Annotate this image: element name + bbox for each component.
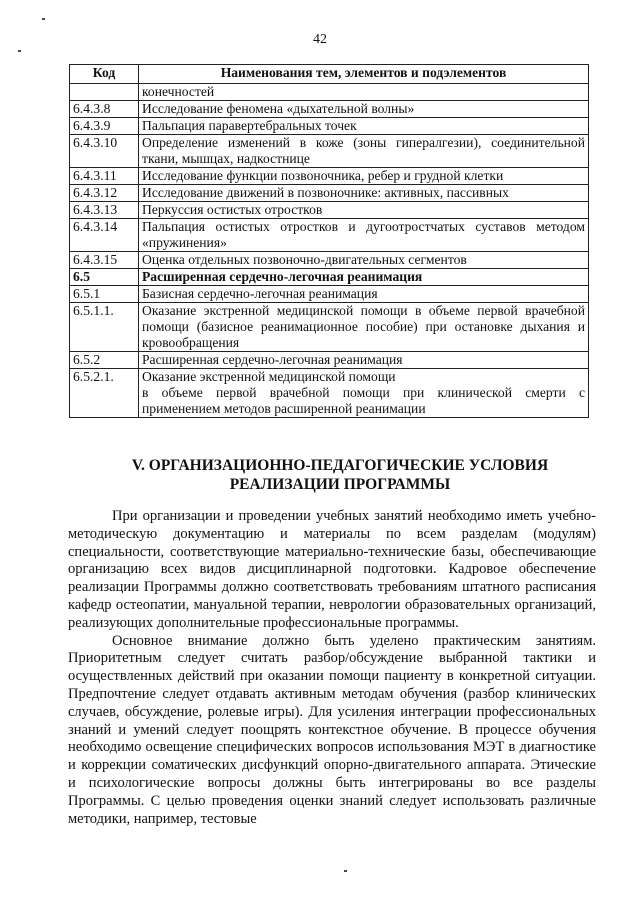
table-row <box>70 303 589 352</box>
page-number: 42 <box>313 32 327 47</box>
table-row <box>70 101 589 118</box>
table-section-row <box>70 269 589 286</box>
table-row <box>70 84 589 101</box>
scan-mark-left <box>18 50 21 52</box>
row-name: Пальпация паравертебральных точек <box>139 118 589 135</box>
curriculum-table <box>69 64 589 418</box>
table-row <box>70 252 589 269</box>
row-name: Исследование движений в позвоночнике: активных, пассивных <box>139 185 589 202</box>
row-code: 6.4.3.15 <box>70 252 139 269</box>
row-name: Базисная сердечно-легочная реанимация <box>139 286 589 303</box>
row-name: Исследование феномена «дыхательной волны» <box>139 101 589 118</box>
row-name: Перкуссия остистых отростков <box>139 202 589 219</box>
table-row <box>70 369 589 418</box>
row-code: 6.5.2.1. <box>70 369 139 418</box>
table-row <box>70 168 589 185</box>
section-title-line1: V. ОРГАНИЗАЦИОННО-ПЕДАГОГИЧЕСКИЕ УСЛОВИЯ <box>131 457 549 474</box>
body-paragraph: Основное внимание должно быть уделено практическим занятиям. Приоритетным следует считать разбор/обсуждение выбранной тактики и осуществленных действий при оказании помощи пациенту в конкретной ситуации. Предпочтение следует отдавать активным методам обучения (разбор клинических случаев, обсуждение, ролевые игры). Для усиления интеграции профессиональных знаний и умений следует поощрять контекстное обучение. В процессе обучения необходимо освещение специфических вопросов использования МЭТ в диагностике и коррекции соматических дисфункций опорно-двигательного аппарата. Этические и психологические вопросы должны быть интегрированы во все разделы Программы. С целью проведения оценки знаний следует использовать различные методики, например, тестовые <box>68 632 596 827</box>
row-code: 6.5 <box>70 269 139 286</box>
row-name: Оценка отдельных позвоночно-двигательных сегментов <box>139 252 589 269</box>
row-name: Оказание экстренной медицинской помощи в объеме первой врачебной помощи (базисное реанимационное пособие) при остановке дыхания и кровообращения <box>139 303 589 352</box>
row-code: 6.5.2 <box>70 352 139 369</box>
row-name: Исследование функции позвоночника, ребер и грудной клетки <box>139 168 589 185</box>
row-code: 6.5.1 <box>70 286 139 303</box>
header-name: Наименования тем, элементов и подэлементов <box>139 65 589 84</box>
table-row <box>70 219 589 252</box>
row-code: 6.4.3.14 <box>70 219 139 252</box>
row-code <box>70 84 139 101</box>
row-code: 6.5.1.1. <box>70 303 139 352</box>
table-row <box>70 135 589 168</box>
table-row <box>70 352 589 369</box>
scan-mark-top <box>42 18 45 20</box>
row-name: Пальпация остистых отростков и дугоотростчатых суставов методом «пружинения» <box>139 219 589 252</box>
table-row <box>70 202 589 219</box>
table-header-row <box>70 65 589 84</box>
row-name: конечностей <box>139 84 589 101</box>
scan-mark-bottom <box>344 870 347 872</box>
row-code: 6.4.3.10 <box>70 135 139 168</box>
table-body <box>70 84 589 418</box>
row-name: Расширенная сердечно-легочная реанимация <box>139 352 589 369</box>
row-code: 6.4.3.11 <box>70 168 139 185</box>
table-row <box>70 185 589 202</box>
table-row <box>70 118 589 135</box>
body-paragraph: При организации и проведении учебных занятий необходимо иметь учебно-методическую документацию и материалы по всем разделам (модулям) специальности, соответствующие материально-технические базы, обеспечивающие организацию всех видов дисциплинарной подготовки. Кадровое обеспечение реализации Программы должно соответствовать требованиям штатного расписания кафедр остеопатии, мануальной терапии, неврологии образовательных организаций, реализующих дополнительные профессиональные программы. <box>68 508 596 631</box>
row-name: Определение изменений в коже (зоны гипералгезии), соединительной ткани, мышцах, надкостнице <box>139 135 589 168</box>
row-code: 6.4.3.9 <box>70 118 139 135</box>
table-row <box>70 286 589 303</box>
header-code: Код <box>70 65 139 84</box>
row-code: 6.4.3.13 <box>70 202 139 219</box>
body-text <box>68 508 596 828</box>
row-name: Расширенная сердечно-легочная реанимация <box>139 269 589 286</box>
section-title-line2: РЕАЛИЗАЦИИ ПРОГРАММЫ <box>229 476 451 493</box>
row-name: Оказание экстренной медицинской помощи в объеме первой врачебной помощи при клинической смерти с применением методов расширенной реанимации <box>139 369 589 418</box>
row-code: 6.4.3.12 <box>70 185 139 202</box>
row-code: 6.4.3.8 <box>70 101 139 118</box>
section-heading <box>80 456 600 494</box>
